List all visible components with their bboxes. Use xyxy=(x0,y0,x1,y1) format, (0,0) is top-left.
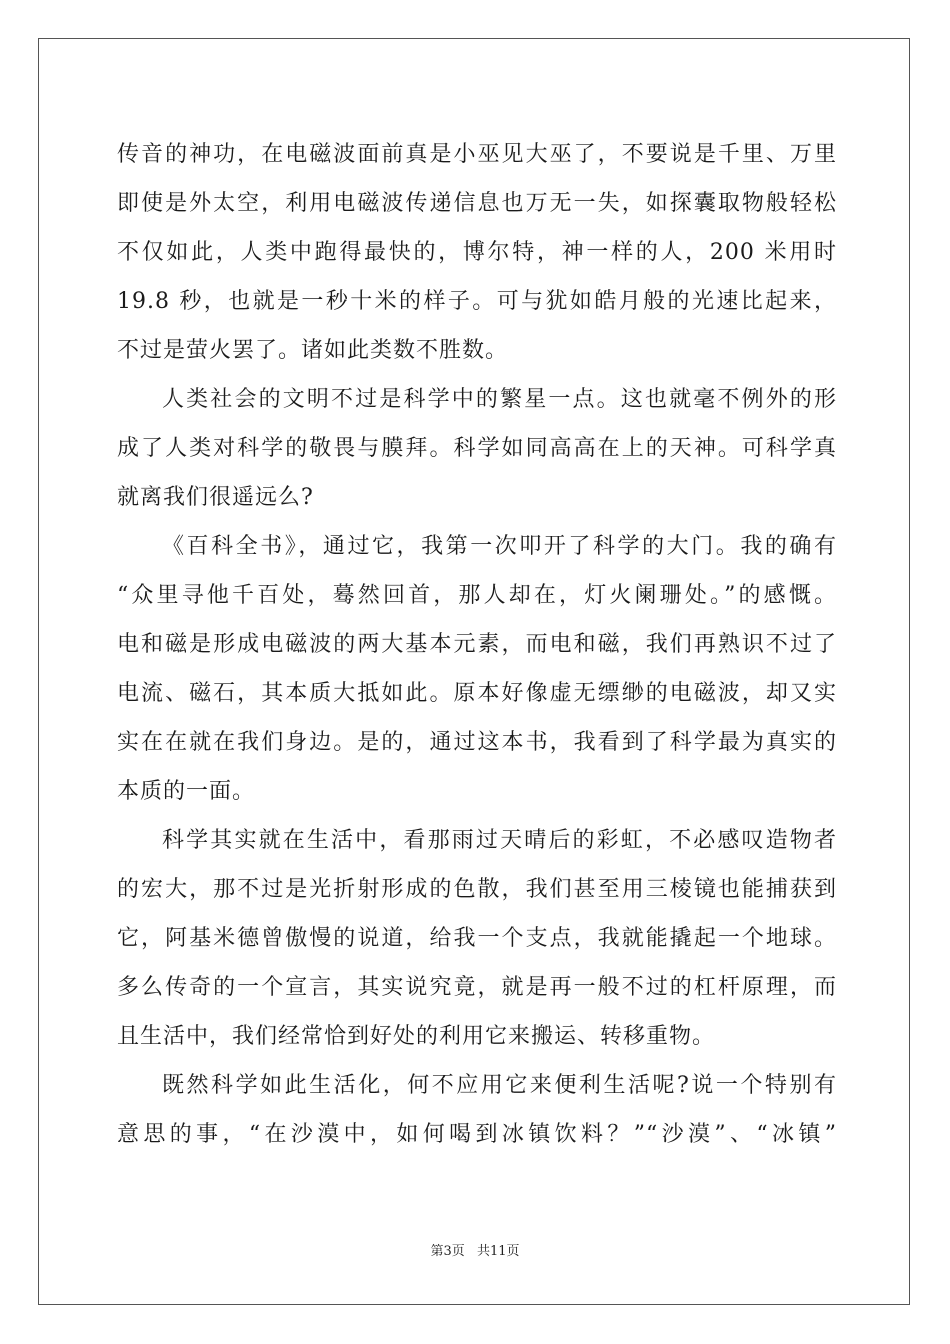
text-line: 人类社会的文明不过是科学中的繁星一点。这也就毫不例外的形 xyxy=(162,387,837,412)
text-line: 的宏大，那不过是光折射形成的色散，我们甚至用三棱镜也能捕获到 xyxy=(117,877,837,902)
text-line: 即使是外太空，利用电磁波传递信息也万无一失，如探囊取物般轻松 xyxy=(117,191,837,216)
text-line: 19.8 秒，也就是一秒十米的样子。可与犹如皓月般的光速比起来， xyxy=(117,289,837,314)
page-number: 第3页 xyxy=(430,1244,465,1259)
text-line: 实在在就在我们身边。是的，通过这本书，我看到了科学最为真实的 xyxy=(117,730,837,755)
text-line: 电流、磁石，其本质大抵如此。原本好像虚无缥缈的电磁波，却又实 xyxy=(117,681,837,706)
page-footer xyxy=(0,1240,950,1259)
page-total: 共11页 xyxy=(476,1244,520,1259)
text-line: 多么传奇的一个宣言，其实说究竟，就是再一般不过的杠杆原理，而 xyxy=(117,975,837,1000)
paragraph xyxy=(117,130,837,375)
text-line: 科学其实就在生活中，看那雨过天晴后的彩虹，不必感叹造物者 xyxy=(162,828,837,853)
text-line: 不过是萤火罢了。诸如此类数不胜数。 xyxy=(117,338,509,363)
paragraph xyxy=(117,375,837,522)
text-line: 既然科学如此生活化，何不应用它来便利生活呢?说一个特别有 xyxy=(162,1073,837,1098)
text-line: 传音的神功，在电磁波面前真是小巫见大巫了，不要说是千里、万里 xyxy=(117,142,837,167)
text-line: 意思的事，“在沙漠中，如何喝到冰镇饮料？”“沙漠”、“冰镇” xyxy=(117,1122,837,1147)
text-line: “众里寻他千百处，蓦然回首，那人却在，灯火阑珊处。”的感慨。 xyxy=(117,583,837,608)
text-line: 它，阿基米德曾傲慢的说道，给我一个支点，我就能撬起一个地球。 xyxy=(117,926,837,951)
text-line: 《百科全书》，通过它，我第一次叩开了科学的大门。我的确有 xyxy=(162,534,837,559)
text-line: 本质的一面。 xyxy=(117,779,256,804)
text-line: 电和磁是形成电磁波的两大基本元素，而电和磁，我们再熟识不过了 xyxy=(117,632,837,657)
document-body xyxy=(117,130,837,1159)
text-line: 且生活中，我们经常恰到好处的利用它来搬运、转移重物。 xyxy=(117,1024,716,1049)
text-line: 成了人类对科学的敬畏与膜拜。科学如同高高在上的天神。可科学真 xyxy=(117,436,837,461)
text-line: 就离我们很遥远么? xyxy=(117,485,314,510)
text-line: 不仅如此，人类中跑得最快的，博尔特，神一样的人，200 米用时 xyxy=(117,240,837,265)
paragraph xyxy=(117,1061,837,1159)
paragraph xyxy=(117,522,837,816)
paragraph xyxy=(117,816,837,1061)
